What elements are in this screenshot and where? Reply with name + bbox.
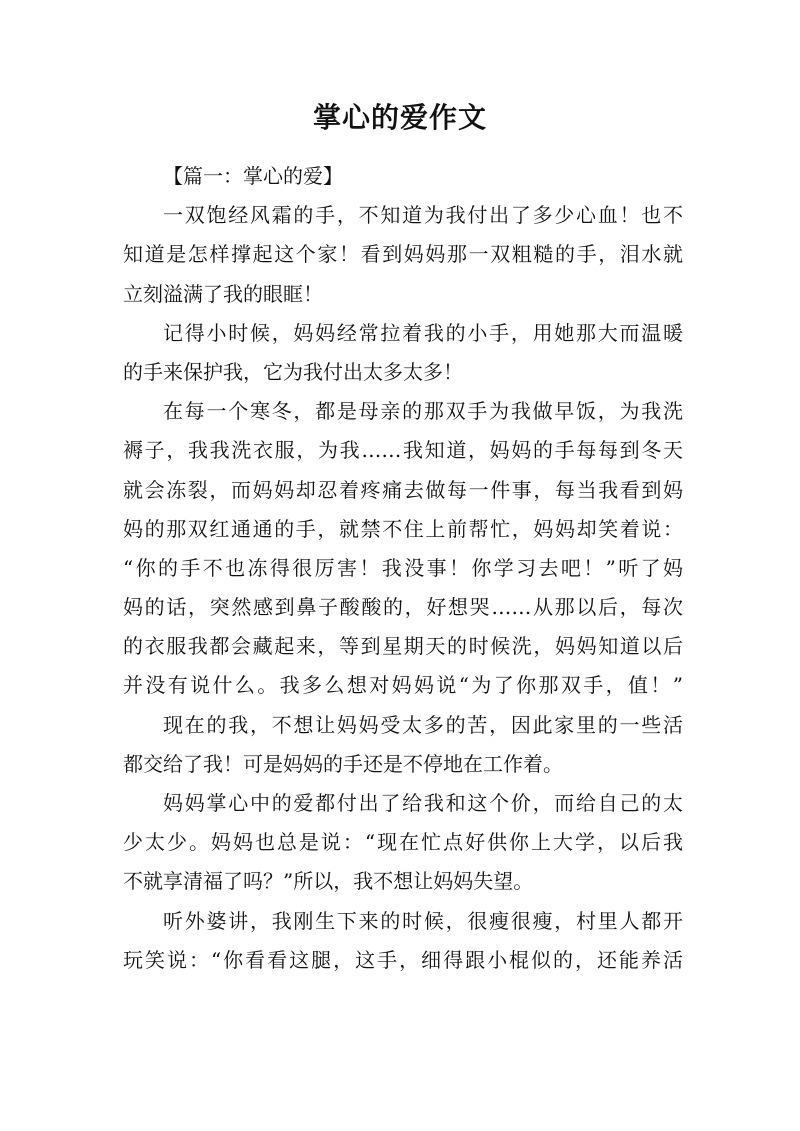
paragraph-line: 听外婆讲，我刚生下来的时候，很瘦很瘦，村里人都开	[163, 908, 683, 933]
paragraph-line: 妈的那双红通通的手，就禁不住上前帮忙，妈妈却笑着说：	[123, 516, 683, 541]
paragraph-line: 就会冻裂，而妈妈却忍着疼痛去做每一件事，每当我看到妈	[123, 477, 683, 502]
paragraph-line: 玩笑说：“你看看这腿，这手，细得跟小棍似的，还能养活	[123, 947, 683, 972]
paragraph-line: 一双饱经风霜的手，不知道为我付出了多少心血！也不	[163, 203, 683, 228]
paragraph-line: 的手来保护我，它为我付出太多太多！	[123, 359, 463, 384]
paragraph-line: 褥子，我我洗衣服，为我……我知道，妈妈的手每每到冬天	[123, 438, 683, 463]
paragraph-line: 在每一个寒冬，都是母亲的那双手为我做早饭，为我洗	[163, 399, 683, 424]
section-heading: 【篇一：掌心的爱】	[163, 164, 343, 188]
paragraph-line: 都交给了我！可是妈妈的手还是不停地在工作着。	[123, 751, 563, 776]
paragraph-line: 妈的话，突然感到鼻子酸酸的，好想哭……从那以后，每次	[123, 595, 683, 620]
document-body	[123, 157, 683, 980]
paragraph-line: 知道是怎样撑起这个家！看到妈妈那一双粗糙的手，泪水就	[123, 242, 683, 267]
paragraph-line: 妈妈掌心中的爱都付出了给我和这个价，而给自己的太	[163, 791, 683, 815]
paragraph-line: 并没有说什么。我多么想对妈妈说“为了你那双手，值！”	[123, 673, 683, 698]
document-title: 掌心的爱作文	[312, 101, 487, 134]
paragraph-line: “你的手不也冻得很厉害！我没事！你学习去吧！”听了妈	[123, 555, 683, 580]
paragraph-line: 立刻溢满了我的眼眶！	[123, 281, 323, 306]
paragraph-line: 现在的我，不想让妈妈受太多的苦，因此家里的一些活	[163, 712, 683, 737]
paragraph-line: 的衣服我都会藏起来，等到星期天的时候洗，妈妈知道以后	[123, 634, 683, 659]
paragraph-line: 少太少。妈妈也总是说：“现在忙点好供你上大学，以后我	[123, 830, 683, 855]
paragraph-line: 记得小时候，妈妈经常拉着我的小手，用她那大而温暖	[163, 320, 683, 345]
paragraph-line: 不就享清福了吗？”所以，我不想让妈妈失望。	[123, 869, 534, 894]
